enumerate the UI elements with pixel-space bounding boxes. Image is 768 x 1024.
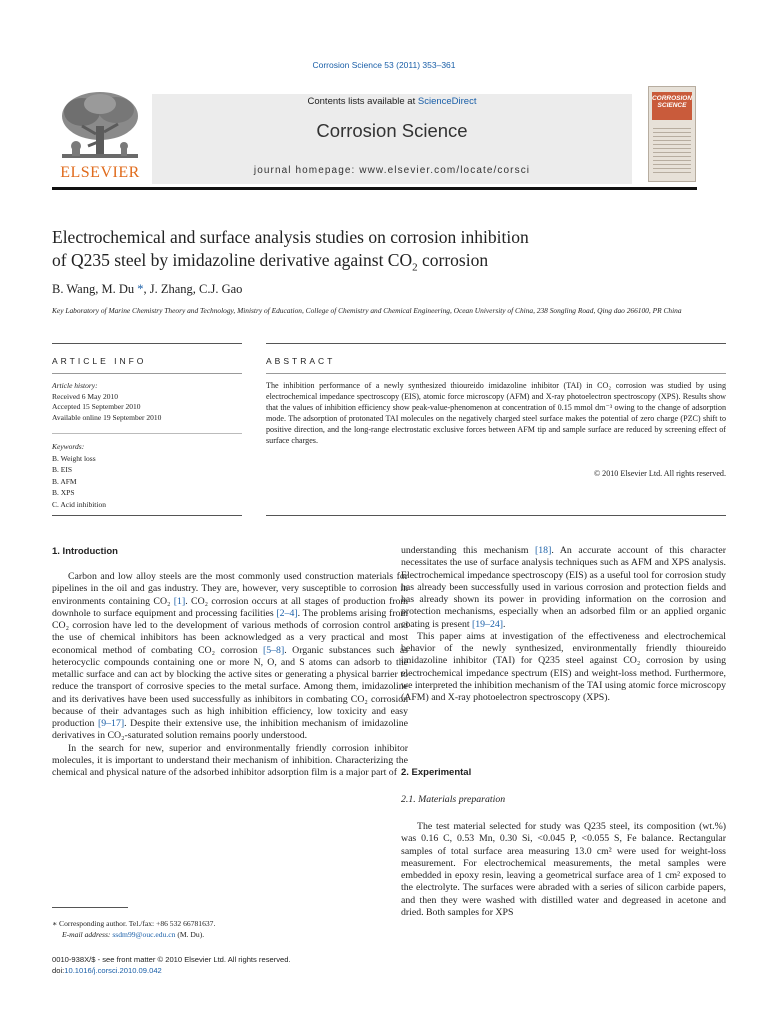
author-list: B. Wang, M. Du *, J. Zhang, C.J. Gao — [52, 282, 243, 296]
journal-title: Corrosion Science — [316, 120, 468, 141]
journal-citation-link[interactable]: Corrosion Science 53 (2011) 353–361 — [312, 60, 456, 70]
intro-paragraph-1: Carbon and low alloy steels are the most commonly used construction materials for pipelines in the oil and gas industry. They are, however, very susceptible to corrosion in environments containing CO₂ [1]. CO₂ corrosion occurs at all stages of production from downhole to surface equipment and processing facilities [2–4]. The problems arising from CO₂ corrosion have led to the development of various methods of corrosion control and the use of chemical inhibitors has been acknowledged as a very practical and most economical method of combating CO₂ corrosion [5–8]. Organic substances such as heterocyclic compounds containing one or more N, O, and S atoms can adsorb to the metallic surface and can act by blocking the active sites or generating a physical barrier to reduce the transport of corrosive species to the metal surface. Among them, imidazoline and its derivatives have been used successfully as inhibitors in combating CO₂ corrosion because of their advantages such as high inhibition efficiency, low toxicity and easy production [9–17]. Despite their extensive use, the inhibition mechanism of imidazoline derivatives in CO₂-saturated solution remains poorly understood. — [52, 571, 409, 742]
right-column-top — [401, 545, 726, 704]
section-heading-experimental: 2. Experimental — [401, 767, 472, 778]
keywords-label: Keywords: — [52, 442, 85, 451]
abstract-copyright: © 2010 Elsevier Ltd. All rights reserved. — [593, 469, 726, 478]
keyword-item: B. AFM — [52, 476, 77, 486]
subsection-heading-materials: 2.1. Materials preparation — [401, 794, 506, 805]
cover-text-lines — [653, 125, 691, 175]
corresponding-author-footnote: ∗ Corresponding author. Tel./fax: +86 532 66781637. E-mail address: ssdm99@ouc.edu.cn (M. Du). — [52, 918, 408, 940]
journal-cover-thumbnail[interactable] — [648, 86, 696, 182]
article-info-heading: ARTICLE INFO — [52, 356, 147, 366]
citation-link[interactable]: [5–8] — [262, 644, 285, 656]
article-history — [52, 381, 242, 423]
keyword-item: B. Weight loss — [52, 453, 96, 463]
title-line-1: Electrochemical and surface analysis studies on corrosion inhibition — [52, 227, 529, 247]
left-column — [52, 563, 408, 779]
front-matter: 0010-938X/$ - see front matter © 2010 Elsevier Ltd. All rights reserved. doi:10.1016/j.corsci.2010.09.042 — [52, 954, 408, 976]
date-online: Available online 19 September 2010 — [52, 412, 162, 422]
corresponding-author-mark[interactable]: * — [134, 282, 144, 296]
contents-prefix: Contents lists available at — [307, 96, 418, 107]
intro-paragraph-4: This paper aims at investigation of the effectiveness and electrochemical behavior of the newly synthesized, environmentally friendly thioureido imidazoline inhibitor (TAI) for Q235 steel against CO₂ corrosion by using electrochemical impedance spectrum (EIS) and weight-loss method. Furthermore, we interpreted the inhibition mechanism of the TAI using atomic force microscopy (AFM) and X-ray photoelectron spectroscopy (XPS). — [401, 630, 726, 703]
keyword-item: B. EIS — [52, 465, 73, 475]
divider — [266, 373, 726, 374]
footnote-contact: ∗ Corresponding author. Tel./fax: +86 532 66781637. — [52, 919, 216, 928]
article-title — [52, 226, 672, 279]
elsevier-wordmark: ELSEVIER — [60, 164, 140, 181]
citation-link[interactable]: [1] — [173, 595, 186, 607]
front-matter-copyright: 0010-938X/$ - see front matter © 2010 Elsevier Ltd. All rights reserved. — [52, 955, 291, 964]
citation-link[interactable]: [2–4] — [276, 607, 298, 619]
divider — [52, 515, 242, 516]
intro-paragraph-3: understanding this mechanism [18]. An accurate account of this character necessitates the use of surface analysis techniques such as AFM and XPS analysis. Electrochemical impedance spectroscopy (EIS) as a useful tool for corrosion study has already been successfully used in various corrosion and protection fields and has already shown its power in providing information on the corrosion and protection mechanisms, especially when an adsorbed film or an applied organic coating is present [19–24]. — [401, 545, 726, 630]
divider — [52, 343, 242, 344]
divider — [266, 343, 726, 344]
journal-homepage[interactable]: journal homepage: www.elsevier.com/locate/corsci — [253, 165, 531, 176]
date-received: Received 6 May 2010 — [52, 391, 119, 401]
intro-paragraph-2: In the search for new, superior and environmentally friendly corrosion inhibitor molecules, it is important to understand their mechanism of inhibition. Characterizing the chemical and physical nature of the adsorbed inhibitor adsorption film is a major part of — [52, 742, 408, 778]
cover-title: CORROSION SCIENCE — [651, 95, 693, 109]
citation-link[interactable]: [18] — [535, 545, 552, 556]
abstract-text: The inhibition performance of a newly synthesized thioureido imidazoline inhibitor (TAI) in CO₂ corrosion was studied by using electrochemical impedance spectroscopy (EIS), atomic force microscopy (AFM) and X-ray photoelectron spectroscopy (XPS). Results show that the values of inhibition efficiency show peak-value-phenomenon at concentration of 0.15 mmol dm⁻³ owing to the change of adsorption mode. The adsorption of protonated TAI molecules on the negatively charged steel surface makes the potential of zero charge (PZC) shift to positive direction, and the long-range electrostatic exclusive forces between AFM tip and sample surface are reduced by screening effect of surface charges. — [266, 381, 726, 445]
abstract-heading: ABSTRACT — [266, 356, 336, 366]
keywords-list — [52, 441, 242, 511]
section-heading-introduction: 1. Introduction — [52, 546, 118, 557]
citation-link[interactable]: [19–24] — [472, 618, 504, 630]
keyword-item: C. Acid inhibition — [52, 499, 106, 509]
right-column-bottom — [401, 821, 726, 919]
divider — [52, 433, 242, 434]
footnote-rule — [52, 907, 128, 908]
materials-paragraph: The test material selected for study was Q235 steel, its composition (wt.%) was 0.16 C, 0.53 Mn, 0.30 Si, <0.045 P, <0.055 S, Fe balance. Rectangular samples of total surface area measuring 13.0 cm² were used for weight-loss measurement. For electrochemical measurements, the metal samples were embedded in epoxy resin, leaving a geometrical surface area of 1 cm² exposed to the electrolyte. The surfaces were abraded with a series of silicon carbide papers, and then they were washed with distilled water and degreased in acetone and dried. Both samples for XPS — [401, 821, 726, 918]
sciencedirect-link[interactable]: ScienceDirect — [417, 96, 477, 107]
contents-availability — [152, 96, 632, 107]
citation-link[interactable]: [9–17] — [98, 718, 125, 729]
title-line-2: of Q235 steel by imidazoline derivative against $CO_2$ corrosion — [52, 249, 489, 273]
header-rule — [52, 187, 697, 190]
date-accepted: Accepted 15 September 2010 — [52, 402, 141, 411]
email-label: E-mail address: — [62, 930, 113, 939]
divider — [266, 515, 726, 516]
history-label: Article history: — [52, 381, 98, 390]
doi-link[interactable]: 10.1016/j.corsci.2010.09.042 — [64, 966, 162, 975]
divider — [52, 373, 242, 374]
author-affiliation: Key Laboratory of Marine Chemistry Theory and Technology, Ministry of Education, College of Chemistry and Chemical Engineering, Ocean University of China, 238 Songling Road, Qing dao 266100, PR China — [52, 306, 682, 315]
email-link[interactable]: ssdm99@ouc.edu.cn — [112, 930, 176, 939]
keyword-item: B. XPS — [52, 488, 75, 498]
